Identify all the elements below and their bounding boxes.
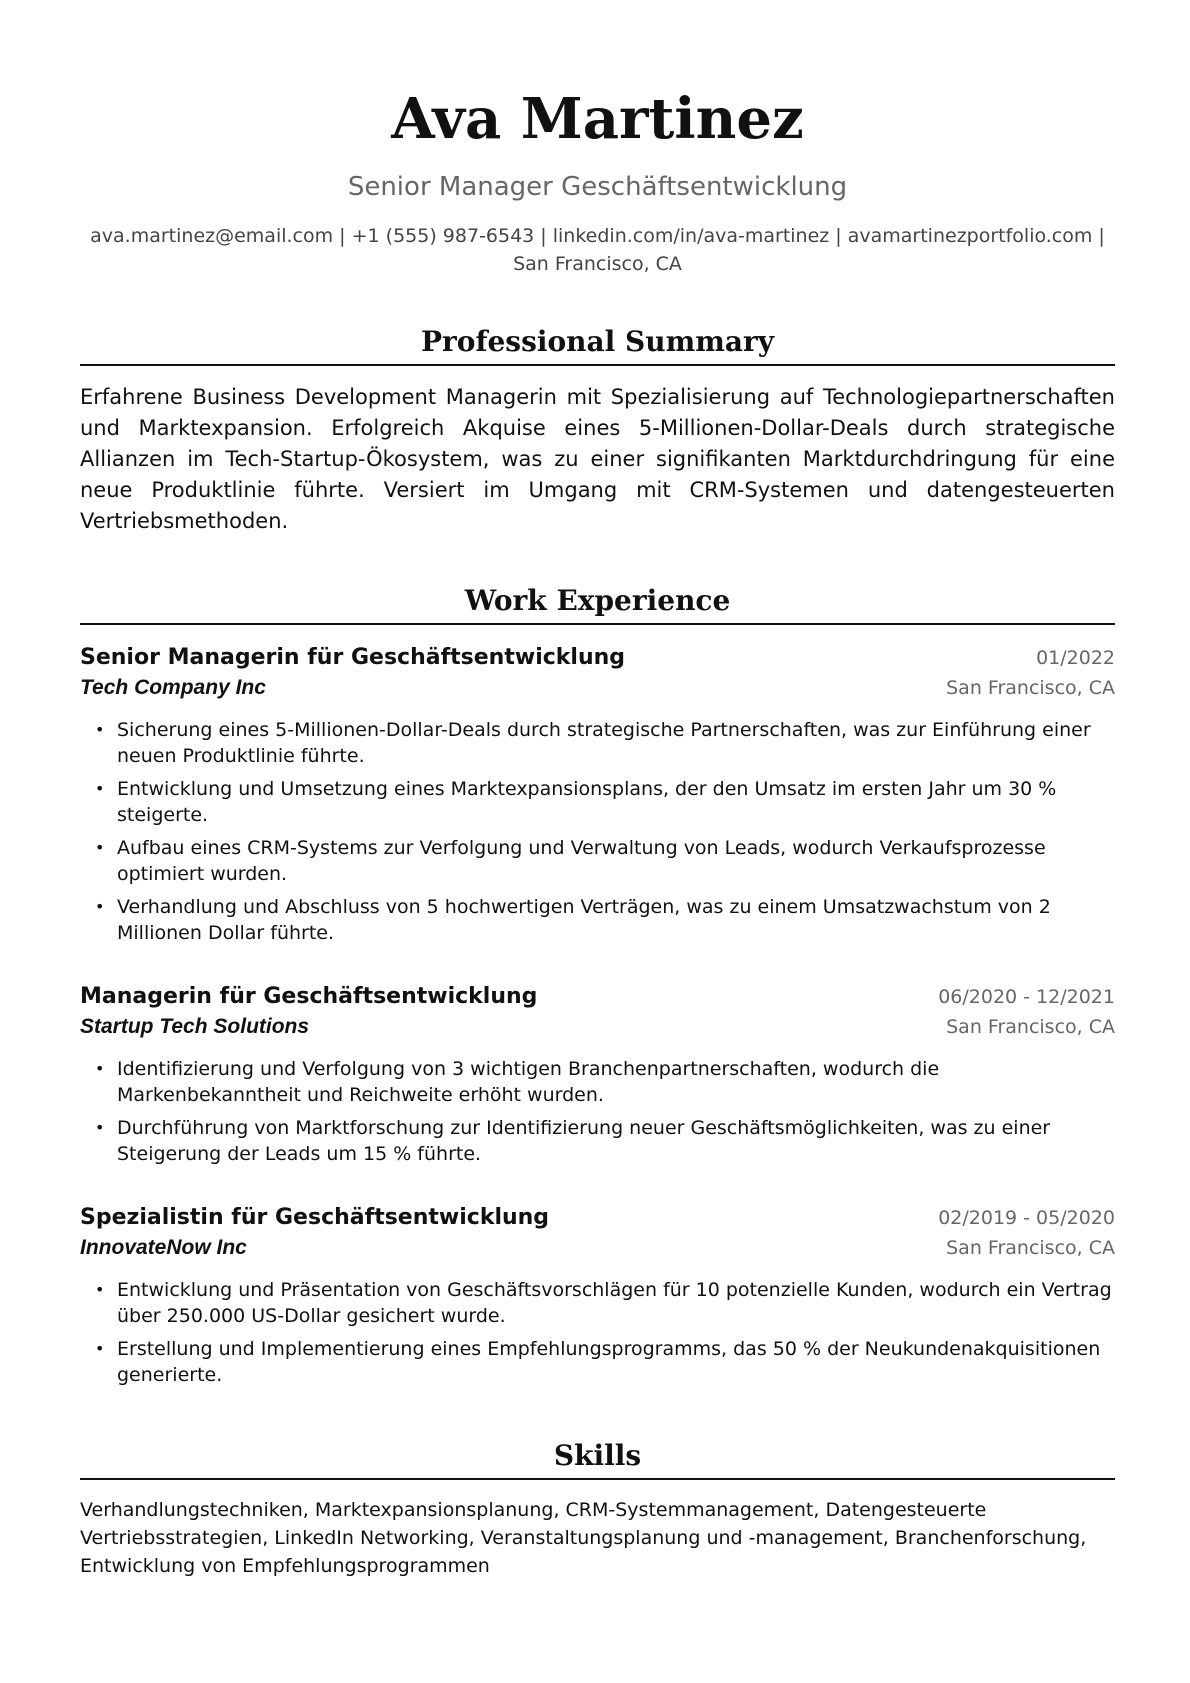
bullet-item: • Entwicklung und Präsentation von Geschäftsvorschlägen für 10 potenzielle Kunden, wodurch ein Vertrag über 250.000 US-Dollar gesichert wurde. bbox=[95, 1279, 1112, 1327]
job-date: 01/2022 bbox=[1036, 647, 1115, 669]
job-location: San Francisco, CA bbox=[946, 1016, 1115, 1038]
bullet-item: • Identifizierung und Verfolgung von 3 wichtigen Branchenpartnerschaften, wodurch die Markenbekanntheit und Reichweite erhöht wurden. bbox=[95, 1058, 940, 1106]
job-date: 06/2020 - 12/2021 bbox=[938, 986, 1115, 1008]
skills-text: Verhandlungstechniken, Marktexpansionsplanung, CRM-Systemmanagement, Datengesteuerte Vertriebsstrategien, LinkedIn Networking, Veranstaltungsplanung und -management, Branchenforschung, Entwicklung von Empfehlungsprogrammen bbox=[80, 1499, 1087, 1577]
job-title: Senior Managerin für Geschäftsentwicklung bbox=[80, 645, 626, 670]
bullet-icon: • bbox=[95, 1059, 105, 1078]
bullet-icon: • bbox=[95, 779, 105, 798]
job-date: 02/2019 - 05/2020 bbox=[938, 1207, 1115, 1229]
job-bullets bbox=[80, 1277, 1115, 1388]
job-location: San Francisco, CA bbox=[946, 677, 1115, 699]
candidate-title: Senior Manager Geschäftsentwicklung bbox=[347, 172, 848, 202]
job-title: Managerin für Geschäftsentwicklung bbox=[80, 984, 538, 1009]
bullet-item: • Aufbau eines CRM-Systems zur Verfolgung und Verwaltung von Leads, wodurch Verkaufsprozesse optimiert wurden. bbox=[95, 837, 1046, 885]
resume-page bbox=[80, 0, 1115, 1580]
skills-heading: Skills bbox=[80, 1438, 1115, 1480]
bullet-icon: • bbox=[95, 1339, 105, 1358]
job-bullets bbox=[80, 1056, 1115, 1167]
job-entry bbox=[80, 643, 1115, 946]
resume-header bbox=[80, 86, 1115, 278]
contact-line: ava.martinez@email.com | +1 (555) 987-6543 | linkedin.com/in/ava-martinez | avamartinezportfolio.com | San Francisco, CA bbox=[90, 225, 1105, 275]
work-experience-heading: Work Experience bbox=[80, 583, 1115, 625]
bullet-icon: • bbox=[95, 838, 105, 857]
job-bullets bbox=[80, 717, 1115, 946]
company-name: Tech Company Inc bbox=[80, 676, 266, 699]
job-title: Spezialistin für Geschäftsentwicklung bbox=[80, 1205, 550, 1230]
bullet-icon: • bbox=[95, 897, 105, 916]
job-entry bbox=[80, 982, 1115, 1167]
bullet-icon: • bbox=[95, 1280, 105, 1299]
company-name: InnovateNow Inc bbox=[80, 1236, 247, 1259]
bullet-icon: • bbox=[95, 720, 105, 739]
bullet-icon: • bbox=[95, 1118, 105, 1137]
job-entry bbox=[80, 1203, 1115, 1388]
summary-text: Erfahrene Business Development Managerin mit Spezialisierung auf Technologiepartnerschaften und Marktexpansion. Erfolgreich Akquise eines 5-Millionen-Dollar-Deals durch strategische Allianzen im Tech-Startup-Ökosystem, was zu einer signifikanten Marktdurchdringung für eine neue Produktlinie führte. Versiert im Umgang mit CRM-Systemen und datengesteuerten Vertriebsmethoden. bbox=[80, 385, 1115, 533]
bullet-item: • Entwicklung und Umsetzung eines Marktexpansionsplans, der den Umsatz im ersten Jahr um 30 % steigerte. bbox=[95, 778, 1057, 826]
summary-heading: Professional Summary bbox=[80, 324, 1115, 366]
bullet-item: • Durchführung von Marktforschung zur Identifizierung neuer Geschäftsmöglichkeiten, was zu einer Steigerung der Leads um 15 % führte. bbox=[95, 1117, 1051, 1165]
bullet-item: • Erstellung und Implementierung eines Empfehlungsprogramms, das 50 % der Neukundenakquisitionen generierte. bbox=[95, 1338, 1101, 1386]
company-name: Startup Tech Solutions bbox=[80, 1015, 310, 1038]
job-location: San Francisco, CA bbox=[946, 1237, 1115, 1259]
candidate-name: Ava Martinez bbox=[391, 86, 804, 152]
bullet-item: • Sicherung eines 5-Millionen-Dollar-Deals durch strategische Partnerschaften, was zur Einführung einer neuen Produktlinie führte. bbox=[95, 719, 1091, 767]
bullet-item: • Verhandlung und Abschluss von 5 hochwertigen Verträgen, was zu einem Umsatzwachstum von 2 Millionen Dollar führte. bbox=[95, 896, 1051, 944]
